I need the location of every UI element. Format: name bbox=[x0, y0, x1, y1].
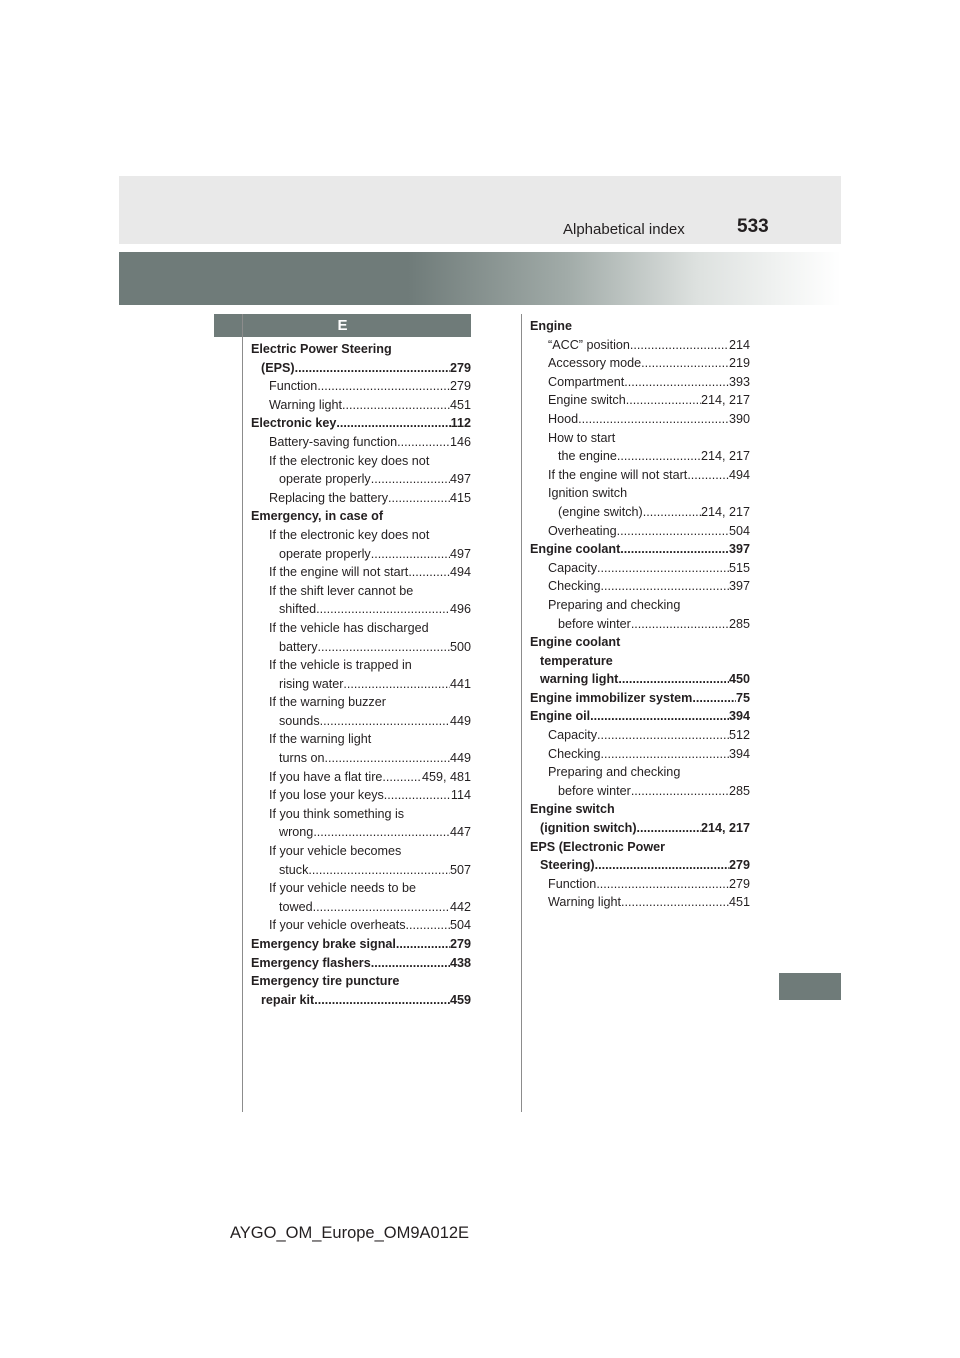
index-entry-page: 75 bbox=[735, 690, 750, 705]
index-entry-text: If you lose your keys bbox=[269, 788, 384, 803]
index-entry-page: 397 bbox=[728, 542, 750, 557]
index-entry-text: operate properly bbox=[279, 546, 371, 561]
index-entry-text: operate properly bbox=[279, 472, 371, 487]
index-entry-text: Compartment bbox=[548, 374, 625, 389]
dot-leader bbox=[342, 396, 450, 415]
index-column-right bbox=[530, 317, 750, 912]
index-entry bbox=[251, 675, 471, 694]
index-entry-text: Preparing and checking bbox=[548, 597, 681, 612]
index-entry-page: 285 bbox=[728, 783, 750, 798]
index-entry-page: 449 bbox=[449, 713, 471, 728]
index-entry-text: Capacity bbox=[548, 560, 597, 575]
index-entry-text: Preparing and checking bbox=[548, 765, 681, 780]
index-entry-text: before winter bbox=[558, 616, 631, 631]
index-entry-text: the engine bbox=[558, 449, 617, 464]
document-code-footer: AYGO_OM_Europe_OM9A012E bbox=[230, 1224, 470, 1242]
index-entry-text: Engine oil bbox=[530, 709, 591, 724]
dot-leader bbox=[578, 410, 729, 429]
dot-leader bbox=[343, 675, 450, 694]
dot-leader bbox=[601, 577, 729, 596]
dot-leader bbox=[597, 559, 729, 578]
index-entry bbox=[530, 354, 750, 373]
index-entry-page: 214, 217 bbox=[700, 821, 750, 836]
index-entry bbox=[530, 336, 750, 355]
index-entry-page: 504 bbox=[449, 918, 471, 933]
index-entry-page: 114 bbox=[450, 788, 471, 803]
dot-leader bbox=[630, 336, 729, 355]
index-entry-page: 214, 217 bbox=[700, 393, 750, 408]
index-entry-text: Checking bbox=[548, 579, 601, 594]
index-entry-text: If the vehicle is trapped in bbox=[269, 658, 412, 673]
index-entry bbox=[530, 726, 750, 745]
dot-leader bbox=[336, 414, 450, 433]
index-entry bbox=[530, 391, 750, 410]
index-entry bbox=[251, 600, 471, 619]
index-entry-text: Emergency, in case of bbox=[251, 509, 384, 524]
dot-leader bbox=[631, 615, 729, 634]
index-entry-text: Electric Power Steering bbox=[251, 342, 392, 356]
index-entry-text: EPS (Electronic Power bbox=[530, 839, 666, 854]
header-gradient-bar bbox=[119, 252, 841, 305]
dot-leader bbox=[597, 726, 729, 745]
index-entry bbox=[251, 563, 471, 582]
index-entry-text: Engine bbox=[530, 319, 572, 333]
index-entry-text: If your vehicle becomes bbox=[269, 844, 402, 859]
index-entry-page: 512 bbox=[728, 728, 750, 743]
index-entry-text: If the warning buzzer bbox=[269, 695, 386, 710]
index-entry-page: 219 bbox=[728, 356, 750, 371]
index-entry bbox=[530, 893, 750, 912]
dot-leader bbox=[641, 354, 729, 373]
index-entry bbox=[530, 466, 750, 485]
index-entry-page: 459, 481 bbox=[421, 769, 471, 784]
index-entry-text: Ignition switch bbox=[548, 486, 628, 501]
index-entry-page: 279 bbox=[728, 858, 750, 873]
index-entry-page: 438 bbox=[449, 955, 471, 970]
index-entry bbox=[251, 935, 471, 954]
index-entry bbox=[530, 707, 750, 726]
index-entry-page: 497 bbox=[449, 472, 471, 487]
index-entry-text: repair kit bbox=[261, 992, 315, 1007]
index-entry-page: 393 bbox=[728, 374, 750, 389]
index-entry-text: Replacing the battery bbox=[269, 490, 389, 505]
dot-leader bbox=[624, 373, 729, 392]
index-entry bbox=[530, 819, 750, 838]
index-entry bbox=[530, 522, 750, 541]
dot-leader bbox=[325, 749, 450, 768]
index-entry-page: 497 bbox=[449, 546, 471, 561]
index-entry-text: Electronic key bbox=[251, 416, 337, 431]
index-entry-text: Engine immobilizer system bbox=[530, 690, 693, 705]
index-entry-page: 504 bbox=[728, 523, 750, 538]
index-entry-text: Function bbox=[269, 379, 318, 394]
index-entry bbox=[251, 414, 471, 433]
index-entry-page: 214 bbox=[728, 337, 750, 352]
index-entry bbox=[530, 689, 750, 708]
index-entry bbox=[251, 861, 471, 880]
index-entry-text: If your vehicle needs to be bbox=[269, 881, 417, 896]
index-entry bbox=[530, 615, 750, 634]
index-entry-text: “ACC” position bbox=[548, 337, 630, 352]
dot-leader bbox=[295, 359, 450, 378]
index-entry-page: 394 bbox=[728, 709, 750, 724]
dot-leader bbox=[595, 856, 729, 875]
index-entry-text: battery bbox=[279, 639, 318, 654]
index-entry-page: 496 bbox=[449, 602, 471, 617]
index-entry-text: Emergency flashers bbox=[251, 955, 371, 970]
section-letter-tab: E bbox=[214, 314, 471, 337]
index-entry bbox=[530, 577, 750, 596]
dot-leader bbox=[313, 823, 450, 842]
index-entry bbox=[251, 377, 471, 396]
index-entry-page: 494 bbox=[449, 565, 471, 580]
index-entry bbox=[251, 898, 471, 917]
index-entry-text: towed bbox=[279, 899, 313, 914]
index-entry bbox=[251, 916, 471, 935]
dot-leader bbox=[621, 893, 729, 912]
index-entry-text: If the engine will not start bbox=[548, 467, 688, 482]
index-entry-text: Warning light bbox=[548, 895, 622, 910]
index-entry-page: 441 bbox=[449, 676, 471, 691]
index-entry-text: Steering) bbox=[540, 858, 595, 873]
index-entry bbox=[251, 823, 471, 842]
index-entry-text: If the shift lever cannot be bbox=[269, 583, 414, 598]
index-entry-text: If the warning light bbox=[269, 732, 372, 747]
dot-leader bbox=[692, 689, 736, 708]
dot-leader bbox=[388, 489, 450, 508]
dot-leader bbox=[314, 991, 450, 1010]
index-entry-text: If the electronic key does not bbox=[269, 453, 430, 468]
index-entry-text: Engine coolant bbox=[530, 542, 621, 557]
index-entry-text: shifted bbox=[279, 602, 317, 617]
dot-leader bbox=[637, 819, 701, 838]
index-entry-text: Emergency tire puncture bbox=[251, 974, 400, 989]
dot-leader bbox=[626, 391, 701, 410]
index-entry-text: temperature bbox=[540, 653, 613, 668]
index-entry-text: (EPS) bbox=[261, 360, 295, 375]
chapter-side-tab bbox=[779, 973, 841, 1000]
index-entry-page: 394 bbox=[728, 746, 750, 761]
index-entry bbox=[530, 856, 750, 875]
dot-leader bbox=[316, 600, 450, 619]
index-entry-text: wrong bbox=[279, 825, 314, 840]
index-entry-text: If the vehicle has discharged bbox=[269, 620, 429, 635]
index-entry-page: 214, 217 bbox=[700, 504, 750, 519]
dot-leader bbox=[408, 563, 450, 582]
index-entry-page: 279 bbox=[449, 360, 471, 375]
index-entry-page: 507 bbox=[449, 862, 471, 877]
index-entry-text: Accessory mode bbox=[548, 356, 642, 371]
dot-leader bbox=[384, 786, 451, 805]
dot-leader bbox=[596, 875, 729, 894]
dot-leader bbox=[406, 916, 450, 935]
index-entry bbox=[530, 745, 750, 764]
index-entry-page: 451 bbox=[449, 397, 471, 412]
index-entry-page: 279 bbox=[449, 937, 471, 951]
index-entry-page: 214, 217 bbox=[700, 449, 750, 464]
index-entry-page: 442 bbox=[449, 899, 471, 914]
dot-leader bbox=[318, 638, 450, 657]
index-entry-page: 515 bbox=[728, 560, 750, 575]
index-entry bbox=[251, 768, 471, 787]
index-entry-text: stuck bbox=[279, 862, 309, 877]
dot-leader bbox=[371, 545, 450, 564]
header-title: Alphabetical index bbox=[563, 221, 685, 238]
index-entry-text: Overheating bbox=[548, 523, 617, 538]
dot-leader bbox=[317, 377, 450, 396]
index-entry-text: Hood bbox=[548, 411, 579, 426]
index-entry-text: sounds bbox=[279, 713, 320, 728]
index-entry-page: 112 bbox=[450, 416, 471, 431]
index-entry-text: before winter bbox=[558, 783, 631, 798]
left-column-rule bbox=[242, 314, 243, 1112]
dot-leader bbox=[320, 712, 450, 731]
index-entry bbox=[530, 503, 750, 522]
index-entry-page: 450 bbox=[728, 672, 750, 687]
dot-leader bbox=[308, 861, 450, 880]
index-entry-page: 449 bbox=[449, 751, 471, 766]
index-entry-page: 390 bbox=[728, 411, 750, 426]
index-entry bbox=[530, 540, 750, 559]
index-entry bbox=[251, 545, 471, 564]
dot-leader bbox=[687, 466, 729, 485]
index-entry-text: Engine switch bbox=[530, 802, 615, 817]
index-entry-text: Engine switch bbox=[548, 393, 626, 408]
header-band bbox=[119, 176, 841, 244]
index-entry-page: 451 bbox=[728, 895, 750, 910]
index-entry-text: Checking bbox=[548, 746, 601, 761]
index-entry bbox=[251, 433, 471, 452]
index-entry bbox=[251, 749, 471, 768]
index-entry-page: 146 bbox=[449, 434, 471, 449]
index-entry-text: How to start bbox=[548, 430, 616, 445]
index-entry-text: (engine switch) bbox=[558, 504, 643, 519]
index-entry-text: warning light bbox=[540, 672, 619, 687]
dot-leader bbox=[382, 768, 422, 787]
index-entry bbox=[530, 782, 750, 801]
index-entry-text: Capacity bbox=[548, 728, 597, 743]
index-entry-page: 459 bbox=[449, 992, 471, 1007]
dot-leader bbox=[371, 470, 450, 489]
dot-leader bbox=[617, 522, 729, 541]
index-entry bbox=[251, 954, 471, 973]
right-column-rule bbox=[521, 314, 522, 1112]
dot-leader bbox=[590, 707, 729, 726]
index-entry bbox=[251, 712, 471, 731]
index-entry bbox=[530, 559, 750, 578]
dot-leader bbox=[313, 898, 450, 917]
index-entry-text: Battery-saving function bbox=[269, 434, 398, 449]
index-entry-page: 279 bbox=[728, 876, 750, 891]
index-entry-page: 279 bbox=[449, 379, 471, 394]
dot-leader bbox=[643, 503, 701, 522]
index-entry-text: Emergency brake signal bbox=[251, 937, 396, 951]
dot-leader bbox=[397, 433, 450, 452]
index-entry-page: 447 bbox=[449, 825, 471, 840]
index-entry bbox=[251, 359, 471, 378]
index-entry-text: If your vehicle overheats bbox=[269, 918, 406, 933]
index-entry-page: 415 bbox=[449, 490, 471, 505]
index-entry bbox=[530, 410, 750, 429]
index-entry-text: If you think something is bbox=[269, 806, 405, 821]
index-entry bbox=[251, 786, 471, 805]
index-entry-text: (ignition switch) bbox=[540, 821, 637, 836]
dot-leader bbox=[620, 540, 729, 559]
index-entry-page: 285 bbox=[728, 616, 750, 631]
index-entry-text: Function bbox=[548, 876, 597, 891]
index-entry-page: 500 bbox=[449, 639, 471, 654]
index-entry-text: If you have a flat tire bbox=[269, 769, 383, 784]
index-entry-text: turns on bbox=[279, 751, 325, 766]
dot-leader bbox=[601, 745, 729, 764]
index-entry-page: 494 bbox=[728, 467, 750, 482]
index-entry-text: If the engine will not start bbox=[269, 565, 409, 580]
dot-leader bbox=[371, 954, 450, 973]
index-entry-text: Engine coolant bbox=[530, 635, 621, 650]
dot-leader bbox=[618, 670, 729, 689]
dot-leader bbox=[396, 935, 450, 954]
index-entry bbox=[530, 373, 750, 392]
dot-leader bbox=[631, 782, 729, 801]
index-entry-text: rising water bbox=[279, 676, 344, 691]
index-entry bbox=[530, 447, 750, 466]
index-entry-page: 397 bbox=[728, 579, 750, 594]
index-entry bbox=[251, 396, 471, 415]
index-entry bbox=[530, 670, 750, 689]
index-entry-text: Warning light bbox=[269, 397, 343, 412]
index-entry bbox=[530, 875, 750, 894]
page-number: 533 bbox=[737, 216, 769, 237]
index-entry bbox=[251, 489, 471, 508]
index-entry-text: If the electronic key does not bbox=[269, 527, 430, 542]
dot-leader bbox=[617, 447, 701, 466]
index-entry bbox=[251, 638, 471, 657]
index-entry bbox=[251, 991, 471, 1010]
index-entry bbox=[251, 470, 471, 489]
index-column-left bbox=[251, 340, 471, 1009]
